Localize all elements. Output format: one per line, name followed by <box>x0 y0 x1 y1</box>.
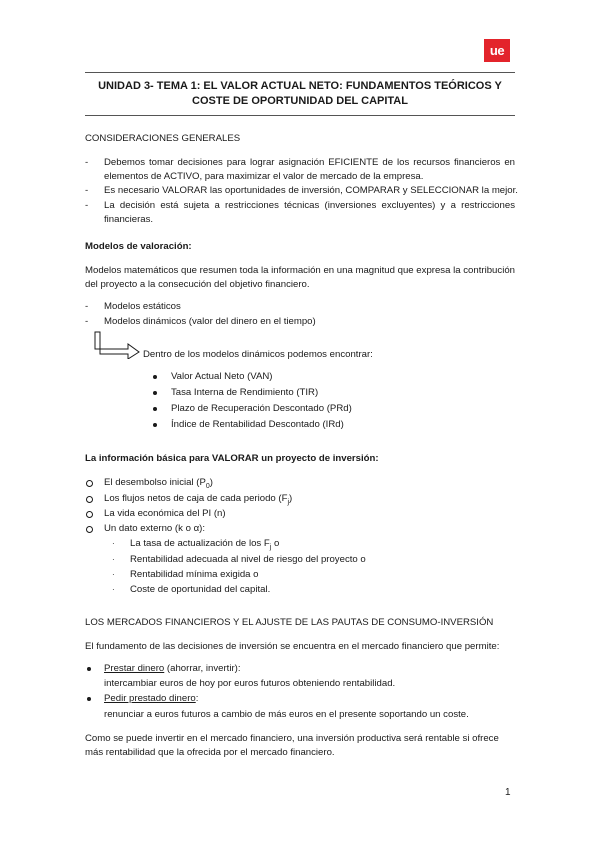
mercado-item-label: Pedir prestado dinero: <box>104 693 199 704</box>
info-subitem: Rentabilidad mínima exigida o <box>130 569 259 580</box>
closing-paragraph: Como se puede invertir en el mercado financiero, una inversión productiva será rentable si ofrece más rentabilidad que la ofrecida por el mercado financiero. <box>85 733 499 758</box>
modelos-description: Modelos matemáticos que resumen toda la información en una magnitud que expresa la contribución del proyecto a la consecución del objetivo financiero. <box>85 265 515 290</box>
info-heading: La información básica para VALORAR un proyecto de inversión: <box>85 453 379 464</box>
dinamico-item: Valor Actual Neto (VAN) <box>171 371 273 382</box>
bullet-dot <box>87 667 91 671</box>
dinamico-item: Plazo de Recuperación Descontado (PRd) <box>171 403 352 414</box>
page-number: 1 <box>505 787 511 798</box>
small-bullet: · <box>112 539 115 548</box>
bent-arrow-icon <box>94 331 142 359</box>
dash-marker: - <box>85 200 89 211</box>
dash-marker: - <box>85 316 89 327</box>
small-bullet: · <box>112 570 115 579</box>
dinamico-item: Índice de Rentabilidad Descontado (IRd) <box>171 419 344 430</box>
bullet-dot <box>153 423 157 427</box>
bullet-dot <box>153 407 157 411</box>
page-title: UNIDAD 3- TEMA 1: EL VALOR ACTUAL NETO: FUNDAMENTOS TEÓRICOS Y COSTE DE OPORTUNIDAD DEL CAPITAL <box>98 80 502 107</box>
consideracion-item: La decisión está sujeta a restricciones técnicas (inversiones excluyentes) y a restricciones financieras. <box>104 200 515 225</box>
mercado-item-desc: intercambiar euros de hoy por euros futuros obteniendo rentabilidad. <box>104 678 396 689</box>
title-top-rule <box>85 72 515 73</box>
modelo-item: Modelos dinámicos (valor del dinero en el tiempo) <box>104 316 316 327</box>
section-heading-consideraciones: CONSIDERACIONES GENERALES <box>85 133 241 144</box>
dinamico-item: Tasa Interna de Rendimiento (TIR) <box>171 387 319 398</box>
info-subitem: Rentabilidad adecuada al nivel de riesgo del proyecto o <box>130 554 366 565</box>
title-bottom-rule <box>85 115 515 116</box>
info-item: La vida económica del PI (n) <box>104 508 226 519</box>
circle-bullet <box>86 511 93 518</box>
info-subitem: Coste de oportunidad del capital. <box>130 584 271 595</box>
info-item: El desembolso inicial $(P_0)$ <box>104 477 213 490</box>
ue-logo: ue <box>484 39 510 62</box>
info-subitem: La tasa de actualización de los $F_j$ o <box>130 538 280 551</box>
bullet-dot <box>87 697 91 701</box>
dinamicos-intro: Dentro de los modelos dinámicos podemos encontrar: <box>143 349 373 360</box>
modelo-item: Modelos estáticos <box>104 301 181 312</box>
info-item: Los flujos netos de caja de cada periodo $(F_j)$ <box>104 493 293 506</box>
small-bullet: · <box>112 585 115 594</box>
dash-marker: - <box>85 301 89 312</box>
consideracion-item: Debemos tomar decisiones para lograr asignación EFICIENTE de los recursos financieros en elementos de ACTIVO, para maximizar el valor de mercado de la empresa. <box>104 157 515 182</box>
bullet-dot <box>153 375 157 379</box>
mercado-item-desc: renunciar a euros futuros a cambio de más euros en el presente soportando un coste. <box>104 709 469 720</box>
mercado-item-label: Prestar dinero (ahorrar, invertir): <box>104 663 241 674</box>
small-bullet: · <box>112 555 115 564</box>
consideracion-item: Es necesario VALORAR las oportunidades de inversión, COMPARAR y SELECCIONAR la mejor. <box>104 185 518 196</box>
circle-bullet <box>86 526 93 533</box>
dash-marker: - <box>85 157 89 168</box>
section-heading-mercados: LOS MERCADOS FINANCIEROS Y EL AJUSTE DE LAS PAUTAS DE CONSUMO-INVERSIÓN <box>85 617 494 628</box>
circle-bullet <box>86 480 93 487</box>
mercados-intro: El fundamento de las decisiones de inversión se encuentra en el mercado financiero que permite: <box>85 641 500 652</box>
bullet-dot <box>153 391 157 395</box>
modelos-heading: Modelos de valoración: <box>85 241 192 252</box>
dash-marker: - <box>85 185 89 196</box>
circle-bullet <box>86 496 93 503</box>
info-item: Un dato externo (k o α): <box>104 523 205 534</box>
